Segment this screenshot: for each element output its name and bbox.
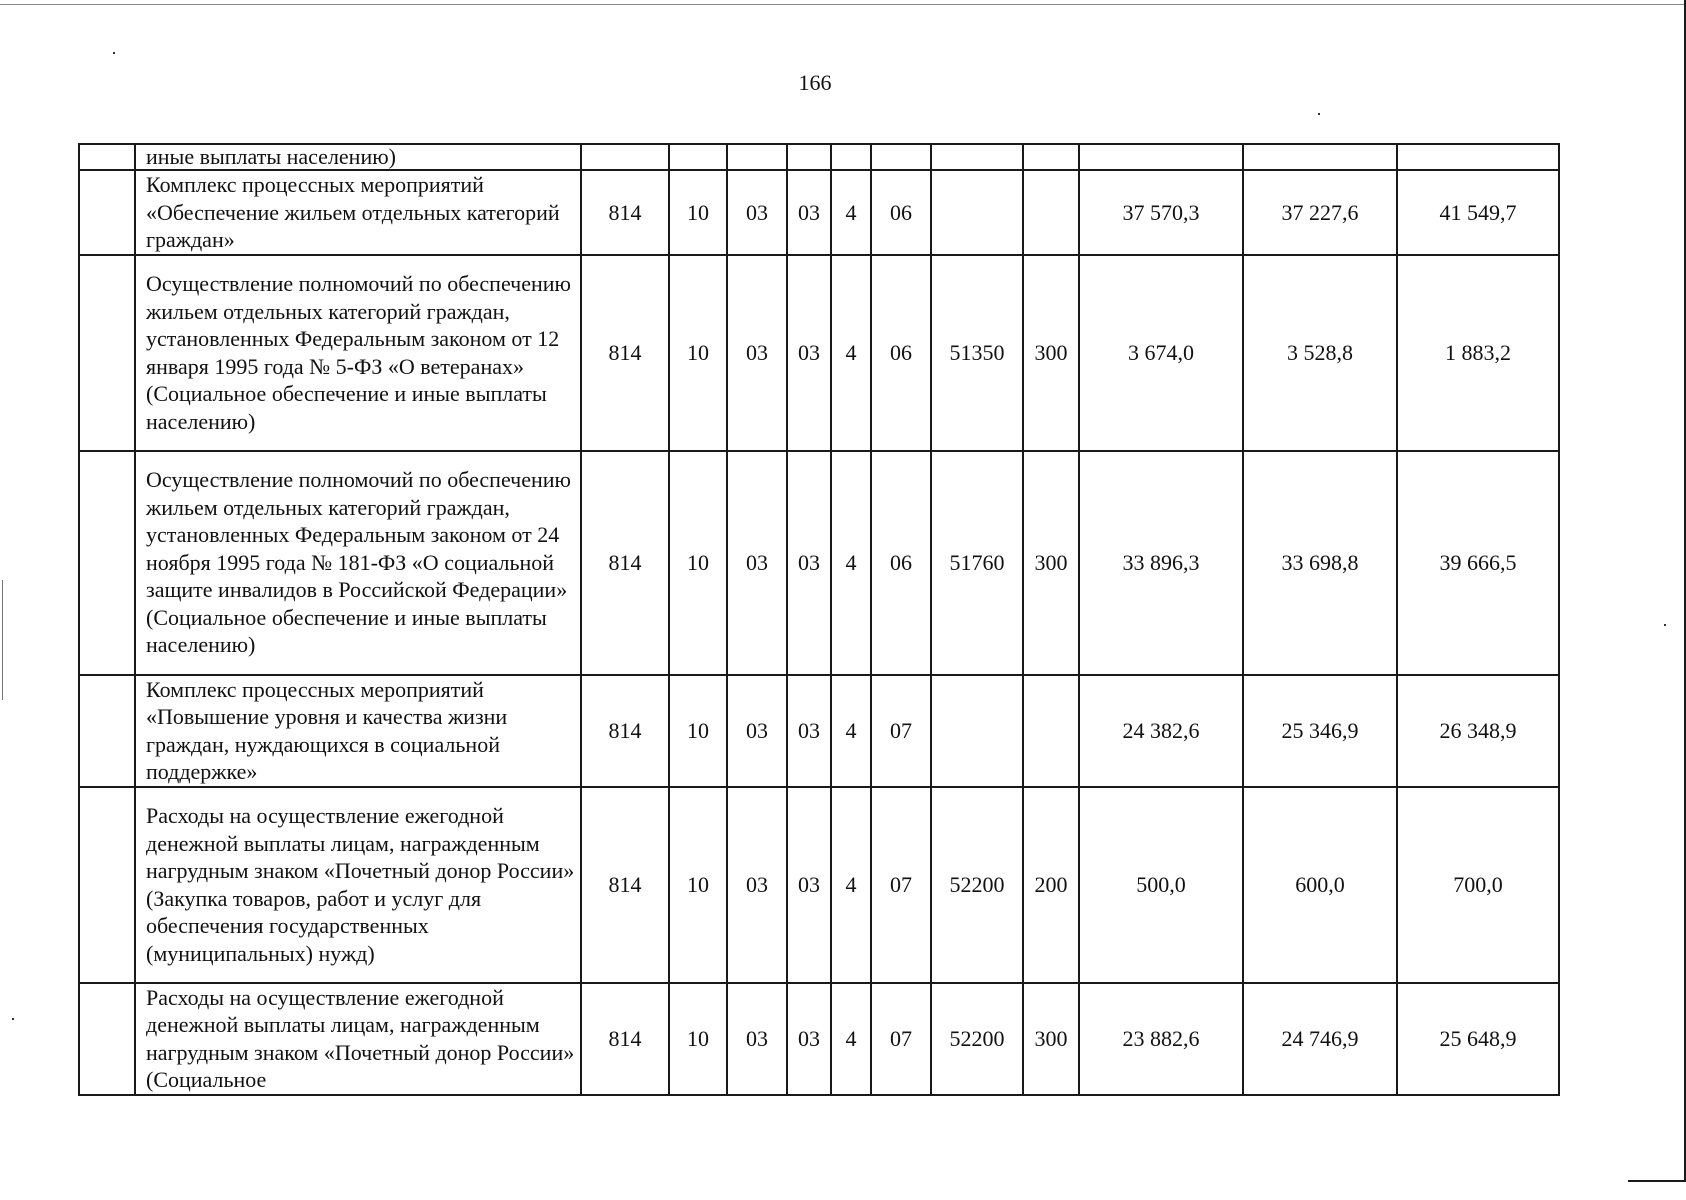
type-cell: 4 bbox=[831, 451, 871, 675]
program-cell: 03 bbox=[787, 675, 831, 787]
direction-cell: 52200 bbox=[931, 983, 1023, 1095]
amount-year-3-cell: 1 883,2 bbox=[1397, 255, 1559, 451]
amount-year-3-cell: 25 648,9 bbox=[1397, 983, 1559, 1095]
program-cell bbox=[787, 144, 831, 170]
gp-code-cell: 814 bbox=[581, 170, 669, 255]
scan-right-bracket bbox=[1628, 1180, 1686, 1182]
subsection-cell: 03 bbox=[727, 255, 787, 451]
table-row bbox=[79, 255, 1559, 451]
program-cell: 03 bbox=[787, 787, 831, 983]
amount-year-2-cell bbox=[1243, 144, 1397, 170]
direction-cell: 52200 bbox=[931, 787, 1023, 983]
amount-year-2-cell: 3 528,8 bbox=[1243, 255, 1397, 451]
amount-year-3-cell: 26 348,9 bbox=[1397, 675, 1559, 787]
program-cell: 03 bbox=[787, 983, 831, 1095]
type-cell: 4 bbox=[831, 787, 871, 983]
expense-type-cell: 300 bbox=[1023, 451, 1079, 675]
amount-year-1-cell: 500,0 bbox=[1079, 787, 1243, 983]
expense-type-cell: 300 bbox=[1023, 983, 1079, 1095]
program-cell: 03 bbox=[787, 451, 831, 675]
section-cell: 10 bbox=[669, 787, 727, 983]
gp-code-cell: 814 bbox=[581, 451, 669, 675]
description-cell: Расходы на осуществление ежегодной денежной выплаты лицам, награжденным нагрудным знаком «Почетный донор России» (Социальное bbox=[135, 983, 581, 1095]
description-cell: Расходы на осуществление ежегодной денежной выплаты лицам, награжденным нагрудным знаком «Почетный донор России» (Закупка товаров, работ и услуг для обеспечения государственных (муниципальных) нужд) bbox=[135, 787, 581, 983]
scan-speck bbox=[113, 52, 115, 54]
amount-year-1-cell: 37 570,3 bbox=[1079, 170, 1243, 255]
section-cell: 10 bbox=[669, 170, 727, 255]
type-cell bbox=[831, 144, 871, 170]
direction-cell: 51760 bbox=[931, 451, 1023, 675]
scan-speck bbox=[1318, 113, 1320, 115]
row-number-cell bbox=[79, 675, 135, 787]
row-number-cell bbox=[79, 170, 135, 255]
direction-cell bbox=[931, 144, 1023, 170]
table-row bbox=[79, 144, 1559, 170]
complex-cell: 06 bbox=[871, 170, 931, 255]
expense-type-cell bbox=[1023, 170, 1079, 255]
expense-type-cell bbox=[1023, 144, 1079, 170]
section-cell: 10 bbox=[669, 983, 727, 1095]
section-cell: 10 bbox=[669, 451, 727, 675]
type-cell: 4 bbox=[831, 170, 871, 255]
section-cell: 10 bbox=[669, 675, 727, 787]
amount-year-2-cell: 600,0 bbox=[1243, 787, 1397, 983]
complex-cell: 07 bbox=[871, 983, 931, 1095]
gp-code-cell: 814 bbox=[581, 787, 669, 983]
row-number-cell bbox=[79, 144, 135, 170]
complex-cell: 06 bbox=[871, 451, 931, 675]
complex-cell: 07 bbox=[871, 787, 931, 983]
type-cell: 4 bbox=[831, 675, 871, 787]
table-row bbox=[79, 983, 1559, 1095]
expense-type-cell: 300 bbox=[1023, 255, 1079, 451]
table-row bbox=[79, 675, 1559, 787]
row-number-cell bbox=[79, 983, 135, 1095]
gp-code-cell: 814 bbox=[581, 983, 669, 1095]
row-number-cell bbox=[79, 255, 135, 451]
scan-speck bbox=[1664, 624, 1666, 626]
subsection-cell: 03 bbox=[727, 170, 787, 255]
description-cell: Комплекс процессных мероприятий «Повышение уровня и качества жизни граждан, нуждающихся в социальной поддержке» bbox=[135, 675, 581, 787]
subsection-cell: 03 bbox=[727, 675, 787, 787]
direction-cell bbox=[931, 675, 1023, 787]
row-number-cell bbox=[79, 787, 135, 983]
table-row bbox=[79, 787, 1559, 983]
table-row bbox=[79, 451, 1559, 675]
scan-left-mark bbox=[2, 580, 3, 700]
amount-year-3-cell: 700,0 bbox=[1397, 787, 1559, 983]
row-number-cell bbox=[79, 451, 135, 675]
program-cell: 03 bbox=[787, 170, 831, 255]
subsection-cell: 03 bbox=[727, 983, 787, 1095]
subsection-cell: 03 bbox=[727, 451, 787, 675]
direction-cell: 51350 bbox=[931, 255, 1023, 451]
amount-year-2-cell: 33 698,8 bbox=[1243, 451, 1397, 675]
gp-code-cell: 814 bbox=[581, 255, 669, 451]
description-cell: Комплекс процессных мероприятий «Обеспечение жильем отдельных категорий граждан» bbox=[135, 170, 581, 255]
description-cell: Осуществление полномочий по обеспечению жильем отдельных категорий граждан, установленных Федеральным законом от 12 января 1995 года № 5-ФЗ «О ветеранах» (Социальное обеспечение и иные выплаты населению) bbox=[135, 255, 581, 451]
program-cell: 03 bbox=[787, 255, 831, 451]
description-cell: Осуществление полномочий по обеспечению жильем отдельных категорий граждан, установленных Федеральным законом от 24 ноября 1995 года № 181-ФЗ «О социальной защите инвалидов в Российской Федерации» (Социальное обеспечение и иные выплаты населению) bbox=[135, 451, 581, 675]
complex-cell: 06 bbox=[871, 255, 931, 451]
amount-year-3-cell: 39 666,5 bbox=[1397, 451, 1559, 675]
budget-table bbox=[78, 143, 1560, 1096]
subsection-cell: 03 bbox=[727, 787, 787, 983]
amount-year-1-cell: 23 882,6 bbox=[1079, 983, 1243, 1095]
type-cell: 4 bbox=[831, 983, 871, 1095]
gp-code-cell: 814 bbox=[581, 675, 669, 787]
section-cell bbox=[669, 144, 727, 170]
amount-year-3-cell bbox=[1397, 144, 1559, 170]
amount-year-2-cell: 25 346,9 bbox=[1243, 675, 1397, 787]
table-row bbox=[79, 170, 1559, 255]
expense-type-cell: 200 bbox=[1023, 787, 1079, 983]
amount-year-2-cell: 24 746,9 bbox=[1243, 983, 1397, 1095]
description-cell: иные выплаты населению) bbox=[135, 144, 581, 170]
scan-top-border bbox=[0, 4, 1686, 5]
complex-cell: 07 bbox=[871, 675, 931, 787]
amount-year-2-cell: 37 227,6 bbox=[1243, 170, 1397, 255]
amount-year-1-cell bbox=[1079, 144, 1243, 170]
amount-year-1-cell: 3 674,0 bbox=[1079, 255, 1243, 451]
scan-speck bbox=[12, 1018, 14, 1020]
complex-cell bbox=[871, 144, 931, 170]
amount-year-1-cell: 33 896,3 bbox=[1079, 451, 1243, 675]
amount-year-3-cell: 41 549,7 bbox=[1397, 170, 1559, 255]
gp-code-cell bbox=[581, 144, 669, 170]
type-cell: 4 bbox=[831, 255, 871, 451]
amount-year-1-cell: 24 382,6 bbox=[1079, 675, 1243, 787]
expense-type-cell bbox=[1023, 675, 1079, 787]
page-number: 166 bbox=[798, 70, 832, 95]
direction-cell bbox=[931, 170, 1023, 255]
subsection-cell bbox=[727, 144, 787, 170]
section-cell: 10 bbox=[669, 255, 727, 451]
